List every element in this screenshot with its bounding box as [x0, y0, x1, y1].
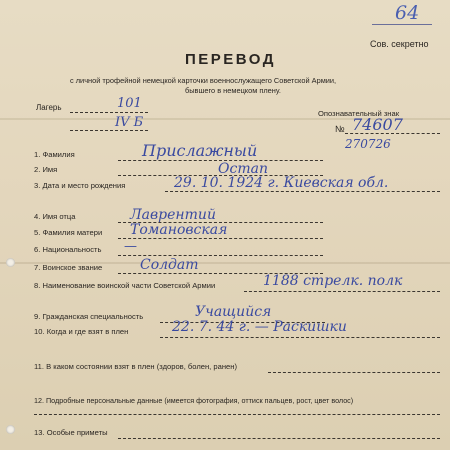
field-label: [34, 165, 57, 174]
surname-value: Прислажный: [142, 141, 258, 160]
field-line: [165, 191, 440, 192]
id-label: Опознавательный знак: [318, 109, 400, 118]
field-label: [34, 181, 125, 190]
first-name-value: Остап: [218, 161, 268, 177]
field-number: 12.: [34, 396, 44, 405]
punch-hole: [6, 425, 15, 434]
field-label: [34, 150, 75, 159]
camp-value: 101: [117, 96, 142, 111]
camp-sub-value: IV Б: [115, 115, 144, 130]
field-number: 9.: [34, 312, 41, 321]
field-label-text: Фамилия: [42, 150, 75, 159]
field-line: [160, 337, 440, 338]
field-label-text: Воинское звание: [42, 263, 103, 272]
id-line: [345, 133, 440, 134]
camp-label: Лагерь: [36, 103, 62, 112]
archive-number: 64: [395, 2, 420, 24]
field-line: [34, 414, 440, 415]
id-prefix: №: [335, 124, 345, 134]
field-number: 2.: [34, 165, 41, 174]
field-label-text: Когда и где взят в плен: [46, 327, 129, 336]
field-line: [118, 255, 323, 256]
id-value-2: 270726: [345, 137, 391, 151]
field-label: [34, 396, 353, 405]
mother-surname-value: Томановская: [130, 222, 228, 238]
field-number: 7.: [34, 263, 41, 272]
subtitle-line-1: с личной трофейной немецкой карточки военнослужащего Советской Армии,: [70, 76, 337, 85]
field-label-text: Наименование воинской части Советской Армии: [42, 281, 216, 290]
father-name-value: Лаврентий: [130, 207, 216, 223]
field-number: 11.: [34, 362, 44, 371]
field-label-text: Дата и место рождения: [42, 181, 126, 190]
field-label-text: Национальность: [42, 245, 102, 254]
field-label-text: Особые приметы: [46, 428, 108, 437]
field-label-text: Имя: [42, 165, 58, 174]
field-number: 10.: [34, 327, 45, 336]
field-number: 1.: [34, 150, 41, 159]
field-label: [34, 212, 75, 221]
field-label: [34, 263, 102, 272]
field-label: [34, 312, 143, 321]
camp-sub-line: [70, 130, 148, 131]
archive-number-underline: [372, 24, 432, 25]
punch-hole: [6, 258, 15, 267]
rank-value: Солдат: [140, 257, 199, 273]
camp-line: [70, 112, 148, 113]
field-number: 3.: [34, 181, 41, 190]
field-label: [34, 362, 237, 371]
field-line: [118, 438, 440, 439]
military-unit-value: 1188 стрелк. полк: [263, 273, 403, 289]
field-number: 4.: [34, 212, 41, 221]
field-line: [244, 291, 440, 292]
capture-value: 22. 7. 44 г. — Раскишки: [172, 319, 347, 335]
field-number: 8.: [34, 281, 41, 290]
field-label-text: Фамилия матери: [42, 228, 103, 237]
subtitle-line-2: бывшего в немецком плену.: [185, 86, 281, 95]
field-label: [34, 281, 215, 290]
classification-stamp: Сов. секретно: [370, 39, 429, 49]
field-label-text: В каком состоянии взят в плен (здоров, болен, ранен): [46, 362, 237, 371]
field-number: 6.: [34, 245, 41, 254]
field-label: [34, 428, 108, 437]
field-label-text: Гражданская специальность: [42, 312, 144, 321]
field-label: [34, 228, 102, 237]
field-line: [118, 238, 323, 239]
field-label: [34, 327, 128, 336]
field-label-text: Подробные персональные данные (имеется фотография, оттиск пальцев, рост, цвет волос): [46, 396, 354, 405]
field-label-text: Имя отца: [42, 212, 76, 221]
field-number: 5.: [34, 228, 41, 237]
civil-occupation-value: Учащийся: [195, 304, 272, 320]
field-label: [34, 245, 101, 254]
id-value: 74607: [352, 115, 403, 134]
nationality-value: —: [124, 239, 137, 254]
field-line: [268, 372, 440, 373]
birth-date-place-value: 29. 10. 1924 г. Киевская обл.: [174, 175, 389, 191]
document-title: ПЕРЕВОД: [185, 51, 276, 68]
field-number: 13.: [34, 428, 45, 437]
